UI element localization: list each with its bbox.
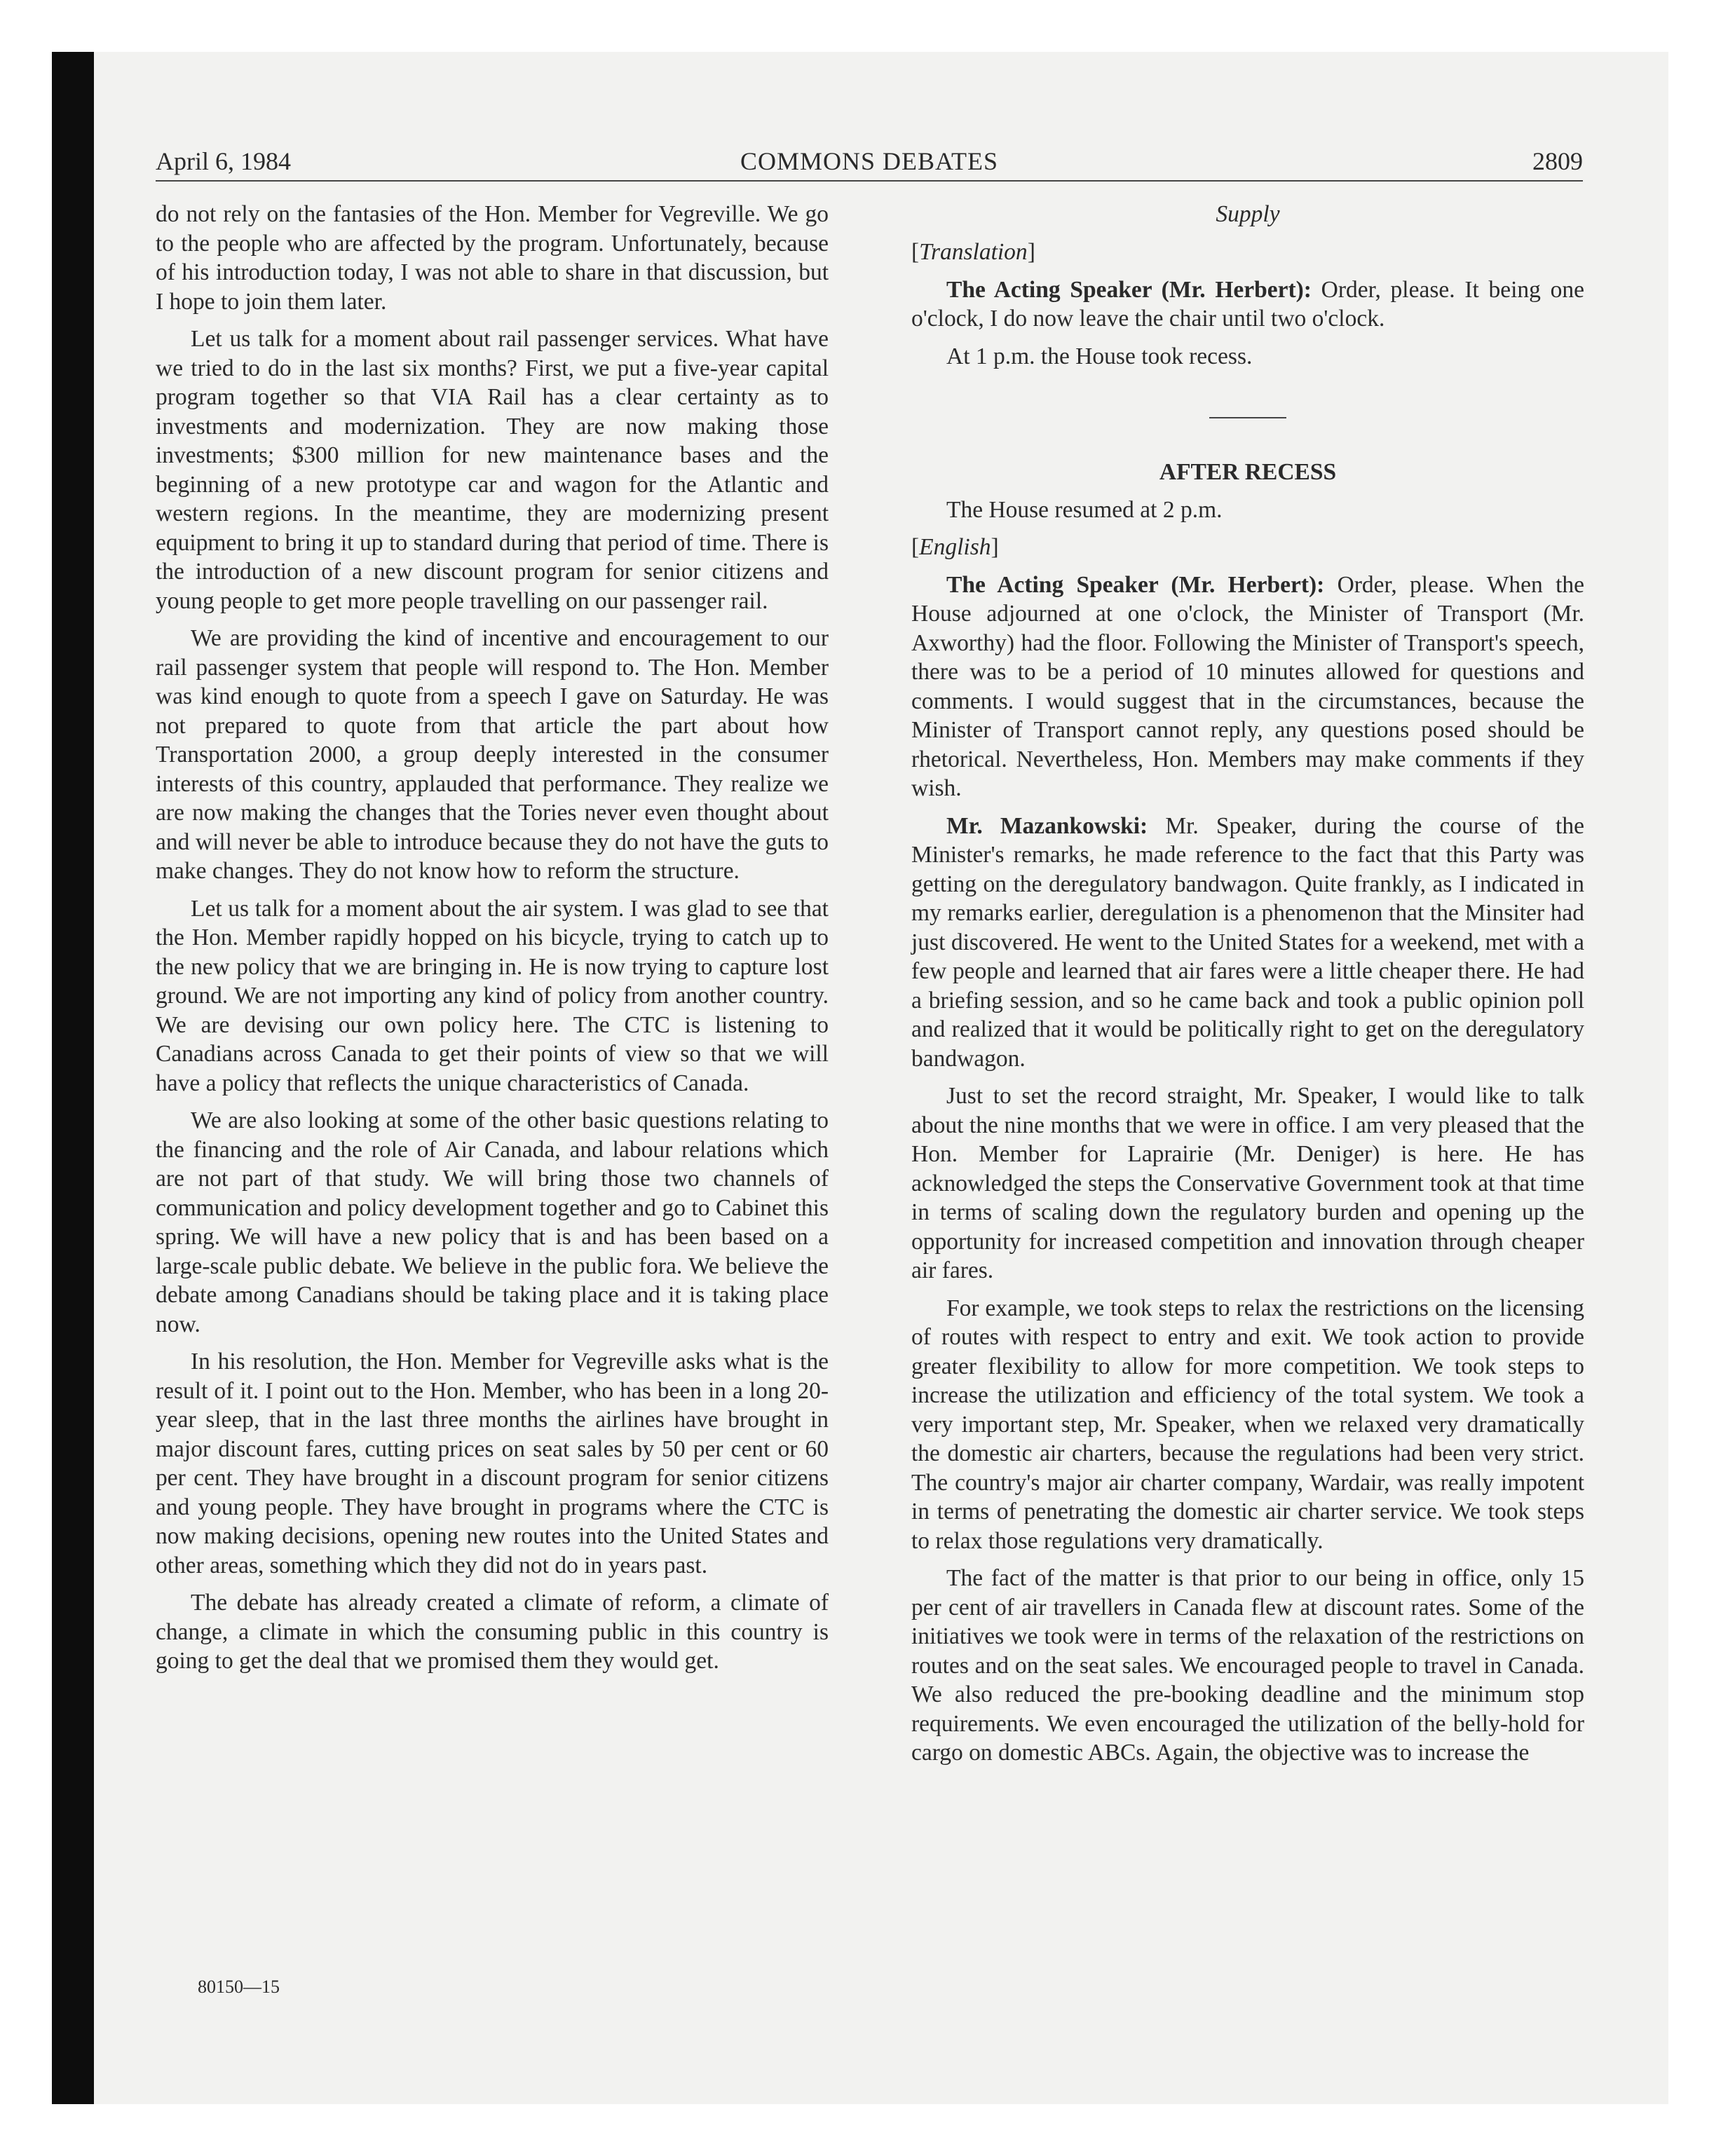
english-label-text: English <box>919 534 991 560</box>
left-column <box>156 200 829 1910</box>
page-header <box>156 144 1583 179</box>
right-column <box>911 200 1584 1910</box>
paragraph: For example, we took steps to relax the restrictions on the licensing of routes with respect to entry and exit. We took action to provide greater flexibility to allow for more competition. We took steps to increase the utilization and efficiency of the total system. We took a very important step, Mr. Speaker, when we relaxed very dramatically the domestic air charters, because the regulations had been very strict. The country's major air charter company, Wardair, was really impotent in terms of penetrating the domestic air charter service. We took steps to relax those regulations very dramatically. <box>911 1295 1584 1554</box>
page-number: 2809 <box>1532 147 1583 175</box>
speech-paragraph <box>911 571 1584 803</box>
paragraph: In his resolution, the Hon. Member for Vegreville asks what is the result of it. I point out to the Hon. Member, who has been in a long 20-year sleep, that in the last three months the airlines have brought in major discount fares, cutting prices on seat sales by 50 per cent or 60 per cent. They have brought in a discount program for senior citizens and young people. They have brought in programs where the CTC is now making decisions, opening new routes into the United States and other areas, something which they did not do in years past. <box>156 1349 829 1578</box>
paragraph: The debate has already created a climate of reform, a climate of change, a climate in which the consuming public in this country is going to get the deal that we promised them they would get. <box>156 1590 829 1674</box>
speech-text: Order, please. When the House adjourned at one o'clock, the Minister of Transport (Mr. Axworthy) had the floor. Following the Minister of Transport's speech, there was to be a period of 10 minutes allowed for questions and comments. I would suggest that in the circumstances, because the Minister of Transport cannot reply, any questions posed should be rhetorical. Nevertheless, Hon. Members may make comments if they wish. <box>911 571 1585 801</box>
publication-title: COMMONS DEBATES <box>740 147 999 175</box>
paragraph: The fact of the matter is that prior to our being in office, only 15 per cent of air travellers in Canada flew at discount rates. Some of the initiatives we took were in terms of the relaxation of the restrictions on routes and on the seat sales. We encouraged people to travel in Canada. We also reduced the pre-booking deadline and the minimum stop requirements. We even encouraged the utilization of the belly-hold for cargo on domestic ABCs. Again, the objective was to increase the <box>911 1565 1584 1766</box>
paragraph: We are providing the kind of incentive and encouragement to our rail passenger system that people will respond to. The Hon. Member was kind enough to quote from a speech I gave on Saturday. He was not prepared to quote from that article the part about how Transportation 2000, a group deeply interested in the consumer interests of this country, applauded that performance. They realize we are now making the changes that the Tories never even thought about and will never be able to introduce because they do not have the guts to make changes. They do not know how to reform the structure. <box>156 625 829 884</box>
header-date: April 6, 1984 <box>156 147 291 175</box>
speech-text: Mr. Speaker, during the course of the Minister's remarks, he made reference to the fact that this Party was getting on the deregulatory bandwagon. Quite frankly, as I indicated in my remarks earlier, deregulation is a phenomenon that the Minsiter had just discovered. He went to the United States for a weekend, met with a few people and learned that air fares were a little cheaper there. He had a briefing session, and so he came back and took a public opinion poll and realized that it would be politically right to get on the deregulatory bandwagon. <box>911 812 1584 1072</box>
recess-note: At 1 p.m. the House took recess. <box>946 343 1253 369</box>
english-label: [English] <box>911 534 999 560</box>
section-divider <box>1209 417 1286 418</box>
section-heading: AFTER RECESS <box>1159 459 1337 485</box>
header-rule <box>156 180 1583 182</box>
speech-paragraph <box>911 812 1584 1074</box>
footer-code: 80150—15 <box>198 1977 280 1997</box>
paragraph: Let us talk for a moment about rail passenger services. What have we tried to do in the last six months? First, we put a five-year capital program together so that VIA Rail has a clear certainty as to investments and modernization. They are now making those investments; $300 million for new maintenance bases and the beginning of a new prototype car and wagon for the Atlantic and western regions. In the meantime, they are modernizing present equipment to bring it up to standard during that period of time. There is the introduction of a new discount program for senior citizens and young people to get more people travelling on our passenger rail. <box>156 326 829 614</box>
translation-label-text: Translation <box>919 239 1028 265</box>
scan-edge-bar <box>52 52 94 2104</box>
resumed-note: The House resumed at 2 p.m. <box>946 496 1223 523</box>
paragraph: Just to set the record straight, Mr. Speaker, I would like to talk about the nine months that we were in office. I am very pleased that the Hon. Member for Laprairie (Mr. Deniger) is here. He has acknowledged the steps the Conservative Government took at that time in terms of scaling down the regulatory burden and opening up the opportunity for increased competition and innovation through cheaper air fares. <box>911 1083 1584 1283</box>
translation-label: [Translation] <box>911 239 1035 265</box>
paragraph: Let us talk for a moment about the air system. I was glad to see that the Hon. Member rapidly hopped on his bicycle, trying to catch up to the new policy that we are bringing in. He is now trying to capture lost ground. We are not importing any kind of policy from another country. We are devising our own policy here. The CTC is listening to Canadians across Canada to get their points of view so that we will have a policy that reflects the unique characteristics of Canada. <box>156 895 829 1096</box>
speaker-name: Mr. Mazankowski: <box>946 812 1148 839</box>
speaker-name: The Acting Speaker (Mr. Herbert): <box>946 571 1325 598</box>
speaker-name: The Acting Speaker (Mr. Herbert): <box>946 276 1312 303</box>
speech-paragraph <box>911 275 1584 334</box>
paragraph: do not rely on the fantasies of the Hon. Member for Vegreville. We go to the people who are affected by the program. Unfortunately, because of his introduction today, I was not able to share in that discussion, but I hope to join them later. <box>156 201 829 315</box>
paragraph: We are also looking at some of the other basic questions relating to the financing and the role of Air Canada, and labour relations which are not part of that study. We will bring those two channels of communication and policy development together and go to Cabinet this spring. We will have a new policy that is and has been based on a large-scale public debate. We believe in the public fora. We believe the debate among Canadians should be taking place and it is taking place now. <box>156 1107 829 1337</box>
speech-text: Order, please. It being one o'clock, I do now leave the chair until two o'clock. <box>911 276 1585 332</box>
running-head: Supply <box>1216 201 1280 227</box>
